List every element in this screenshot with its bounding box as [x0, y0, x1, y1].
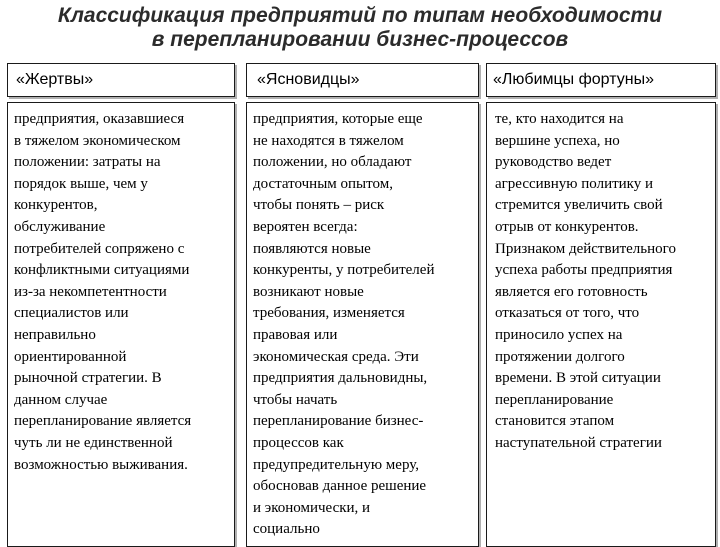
column-zhertvy-description [7, 102, 235, 547]
text-line: перепланирование является [14, 413, 192, 430]
text-line: чтобы начать [253, 391, 338, 408]
title-line-1: Классификация предприятий по типам необходимости [57, 4, 663, 27]
text-line: те, кто находится на [495, 111, 624, 127]
text-line: обслуживание [14, 218, 106, 235]
text-line: предприятия дальновидны, [253, 370, 428, 387]
text-line: конкурентов, [14, 197, 98, 214]
text-line: специалистов или [14, 305, 129, 322]
text-line: становится этапом [495, 413, 615, 430]
header-lyubimtsy-fortuny-label: «Любимцы фортуны» [493, 71, 654, 88]
text-line: потребителей сопряжено с [14, 240, 185, 257]
text-line: требования, изменяется [253, 305, 405, 322]
text-line: вероятен всегда: [253, 218, 358, 235]
text-line: перепланирование [495, 391, 614, 408]
header-lyubimtsy-fortuny [486, 63, 716, 97]
text-line: конфликтными ситуациями [14, 262, 190, 279]
text-line: вершине успеха, но [495, 132, 620, 149]
text-line: чтобы понять – риск [253, 197, 385, 214]
text-line: ориентированной [14, 348, 127, 365]
text-line: социально [253, 521, 320, 538]
text-line: чуть ли не единственной [14, 434, 173, 451]
header-yasnovidtsy-label: «Ясновидцы» [257, 71, 360, 88]
slide-title [0, 4, 720, 52]
text-line: является его готовность [495, 283, 648, 300]
text-line: агрессивную политику и [495, 175, 654, 192]
text-line: конкуренты, у потребителей [253, 262, 435, 279]
text-line: правовая или [253, 326, 338, 343]
text-line: не находятся в тяжелом [253, 132, 404, 149]
text-line: приносило успех на [495, 326, 623, 343]
column-yasnovidtsy-text [247, 103, 478, 541]
text-line: возникают новые [253, 283, 364, 300]
text-line: протяжении долгого [495, 348, 625, 365]
text-line: наступательной стратегии [495, 434, 662, 451]
column-zhertvy-text [8, 103, 234, 476]
text-line: процессов как [253, 434, 344, 451]
text-line: предприятия, оказавшиеся [14, 111, 185, 127]
text-line: данном случае [14, 391, 108, 408]
title-line-2: в перепланировании бизнес-процессов [151, 28, 569, 51]
text-line: предприятия, которые еще [253, 111, 423, 127]
text-line: и экономически, и [253, 499, 371, 516]
text-line: успеха работы предприятия [495, 262, 673, 279]
text-line: положении, но обладают [253, 154, 412, 171]
text-line: Признаком действительного [495, 240, 676, 257]
text-line: положении: затраты на [14, 154, 161, 171]
column-lyubimtsy-fortuny-text [487, 103, 715, 455]
text-line: из-за некомпетентности [14, 283, 167, 300]
text-line: порядок выше, чем у [14, 175, 148, 192]
text-line: появляются новые [253, 240, 371, 257]
text-line: стремится увеличить свой [495, 197, 663, 214]
text-line: экономическая среда. Эти [253, 348, 419, 365]
text-line: предупредительную меру, [253, 456, 419, 473]
column-lyubimtsy-fortuny-description [486, 102, 716, 547]
text-line: времени. В этой ситуации [495, 370, 661, 387]
text-line: неправильно [14, 326, 96, 343]
header-yasnovidtsy [246, 63, 479, 97]
text-line: достаточным опытом, [253, 175, 393, 192]
text-line: отказаться от того, что [495, 305, 640, 322]
text-line: обосновав данное решение [253, 478, 427, 495]
text-line: в тяжелом экономическом [14, 132, 181, 149]
column-yasnovidtsy-description [246, 102, 479, 547]
text-line: руководство ведет [495, 154, 612, 171]
header-zhertvy [7, 63, 235, 97]
header-zhertvy-label: «Жертвы» [16, 71, 94, 88]
text-line: возможностью выживания. [14, 456, 188, 473]
text-line: рыночной стратегии. В [14, 370, 162, 387]
text-line: перепланирование бизнес- [253, 413, 424, 430]
text-line: отрыв от конкурентов. [495, 218, 639, 235]
